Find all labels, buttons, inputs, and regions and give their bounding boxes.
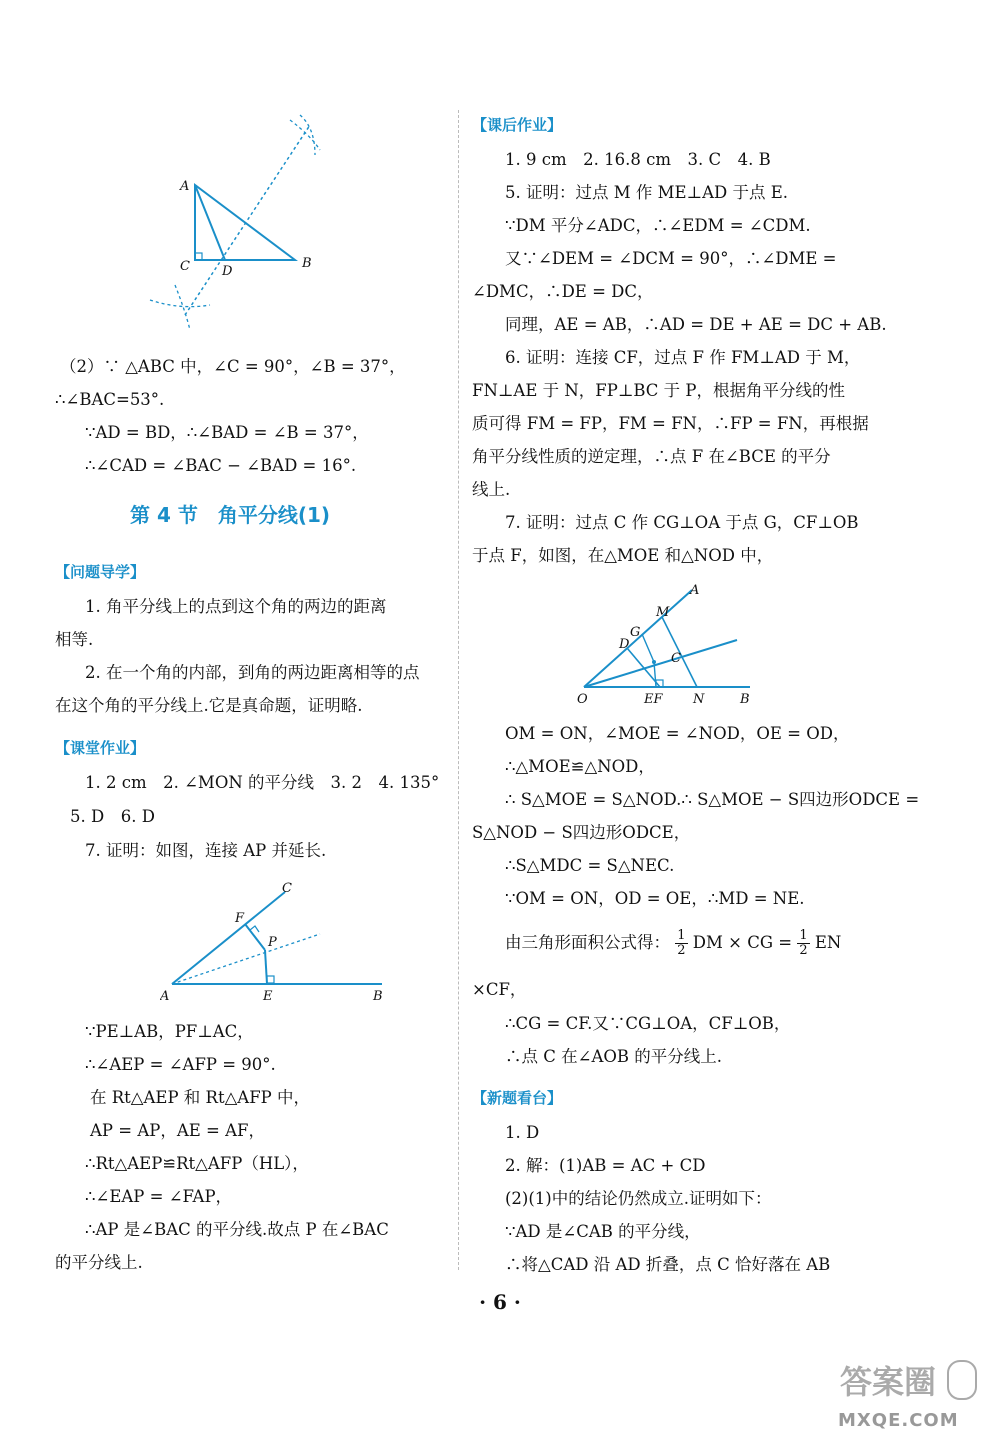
kehou-q6-c: 质可得 FM = FP，FM = FN，∴FP = FN，再根据: [472, 414, 869, 433]
xinti-answer-2: 2. 解：(1)AB = AC + CD: [505, 1156, 706, 1175]
area-line-cf: ×CF，: [472, 980, 527, 999]
proof-line-7: ∴AP 是∠BAC 的平分线.故点 P 在∠BAC: [85, 1220, 389, 1239]
congruence-line-1: OM = ON，∠MOE = ∠NOD，OE = OD，: [505, 724, 850, 743]
kehou-q6-a: 6. 证明：连接 CF，过点 F 作 FM⊥AD 于 M，: [505, 348, 861, 367]
fig2-label-p: P: [268, 935, 277, 950]
fig1-label-c: C: [180, 259, 190, 274]
fig3-label-m: M: [656, 605, 670, 620]
proof-line-4: AP = AP，AE = AF，: [90, 1121, 265, 1140]
tag-ketang-zuoye: 【课堂作业】: [55, 739, 146, 757]
proof-line-2: ∴∠AEP = ∠AFP = 90°.: [85, 1055, 276, 1074]
xinti-answer-1: 1. D: [505, 1123, 540, 1142]
ketang-answers-2: 5. D 6. D: [70, 807, 155, 826]
fig3-label-d: D: [619, 637, 630, 652]
congruence-line-2: ∴△MOE≌△NOD，: [505, 757, 655, 776]
watermark-logo: [840, 1355, 980, 1405]
q2-line-3: ∵AD = BD，∴∠BAD = ∠B = 37°，: [85, 423, 369, 442]
fraction-half-1: $\frac{1}{2}$: [677, 928, 686, 958]
area-formula-suffix: EN: [814, 933, 842, 952]
wenti-2a: 2. 在一个角的内部，到角的两边距离相等的点: [85, 663, 420, 682]
fig3-label-n: N: [693, 692, 705, 707]
kehou-q5-line-b: ∵DM 平分∠ADC，∴∠EDM = ∠CDM.: [505, 216, 811, 235]
tag-kehou-zuoye: 【课后作业】: [472, 116, 563, 134]
kehou-q6-d: 角平分线性质的逆定理，∴点 F 在∠BCE 的平分: [472, 447, 831, 466]
watermark-url: MXQE.COM: [838, 1410, 959, 1431]
svg-text:答案圈: 答案圈: [840, 1363, 937, 1401]
kehou-q5-line-d: ∠DMC，∴DE = DC，: [472, 282, 654, 301]
q2-line-4: ∴∠CAD = ∠BAC − ∠BAD = 16°.: [85, 456, 357, 475]
kehou-q7-b: 于点 F，如图，在△MOE 和△NOD 中，: [472, 546, 774, 565]
xinti-answer-2-part2: (2)(1)中的结论仍然成立.证明如下：: [505, 1189, 772, 1208]
ketang-answers-1: 1. 2 cm 2. ∠MON 的平分线 3. 2 4. 135°: [85, 773, 440, 792]
proof-line-6: ∴∠EAP = ∠FAP，: [85, 1187, 233, 1206]
page-number: · 6 ·: [479, 1290, 521, 1314]
figure-angle-bisector-ap: [160, 872, 400, 1007]
fig2-label-e: E: [263, 989, 273, 1004]
conclusion-line-1: ∴CG = CF.又∵CG⊥OA，CF⊥OB，: [505, 1014, 791, 1033]
area-line-4: ∵OM = ON，OD = OE，∴MD = NE.: [505, 889, 805, 908]
fig2-label-c: C: [282, 881, 292, 896]
column-divider: [458, 110, 459, 1270]
area-formula-prefix: 由三角形面积公式得：: [505, 933, 670, 952]
proof-line-1: ∵PE⊥AB，PF⊥AC，: [85, 1022, 254, 1041]
proof-line-5: ∴Rt△AEP≌Rt△AFP（HL），: [85, 1154, 309, 1173]
fig1-label-d: D: [222, 264, 233, 279]
kehou-q6-b: FN⊥AE 于 N，FP⊥BC 于 P，根据角平分线的性: [472, 381, 846, 400]
area-line-2: S△NOD − S四边形ODCE，: [472, 823, 691, 842]
fig2-label-f: F: [235, 911, 245, 926]
kehou-q5-line-c: 又∵∠DEM = ∠DCM = 90°，∴∠DME =: [505, 249, 837, 268]
xinti-line-5: ∴将△CAD 沿 AD 折叠，点 C 恰好落在 AB: [505, 1255, 831, 1274]
wenti-1a: 1. 角平分线上的点到这个角的两边的距离: [85, 597, 387, 616]
wenti-1b: 相等.: [55, 630, 94, 649]
fig1-label-b: B: [302, 256, 312, 271]
fraction-half-2: $\frac{1}{2}$: [799, 928, 808, 958]
fig3-label-ef: EF: [644, 692, 663, 707]
proof-line-3: 在 Rt△AEP 和 Rt△AFP 中，: [90, 1088, 310, 1107]
area-line-3: ∴S△MDC = S△NEC.: [505, 856, 675, 875]
tag-wenti-daoxue: 【问题导学】: [55, 563, 146, 581]
fig3-label-c: C: [671, 651, 681, 666]
ketang-q7: 7. 证明：如图，连接 AP 并延长.: [85, 841, 327, 860]
conclusion-line-2: ∴点 C 在∠AOB 的平分线上.: [505, 1047, 722, 1066]
kehou-answers-1: 1. 9 cm 2. 16.8 cm 3. C 4. B: [505, 150, 771, 169]
area-line-1: ∴ S△MOE = S△NOD.∴ S△MOE − S四边形ODCE =: [505, 790, 920, 809]
proof-line-8: 的平分线上.: [55, 1253, 143, 1272]
fig3-label-o: O: [577, 692, 588, 707]
kehou-q6-e: 线上.: [472, 480, 511, 499]
section-title: 第 4 节 角平分线(1): [130, 503, 331, 527]
wenti-2b: 在这个角的平分线上.它是真命题，证明略.: [55, 696, 363, 715]
area-formula-middle: DM × CG =: [692, 933, 798, 952]
q2-line-1: （2）∵ △ABC 中，∠C = 90°，∠B = 37°，: [60, 357, 406, 376]
kehou-q5: 5. 证明：过点 M 作 ME⊥AD 于点 E.: [505, 183, 788, 202]
kehou-q5-line-e: 同理，AE = AB，∴AD = DE + AE = DC + AB.: [505, 315, 887, 334]
fig1-label-a: A: [180, 179, 190, 194]
figure-angle-aob-bisector: [572, 582, 772, 712]
tag-xinti-kantai: 【新题看台】: [472, 1089, 563, 1107]
fig2-label-a: A: [160, 989, 170, 1004]
figure-triangle-perpendicular-bisector: [140, 110, 340, 340]
fig2-label-b: B: [373, 989, 383, 1004]
kehou-q7-a: 7. 证明：过点 C 作 CG⊥OA 于点 G，CF⊥OB: [505, 513, 859, 532]
fig3-label-g: G: [630, 625, 641, 640]
xinti-line-4: ∵AD 是∠CAB 的平分线，: [505, 1222, 701, 1241]
fig3-label-b: B: [740, 692, 750, 707]
q2-line-2: ∴∠BAC=53°.: [55, 390, 165, 409]
area-formula-line: [505, 929, 841, 958]
fig3-label-a: A: [690, 583, 700, 598]
